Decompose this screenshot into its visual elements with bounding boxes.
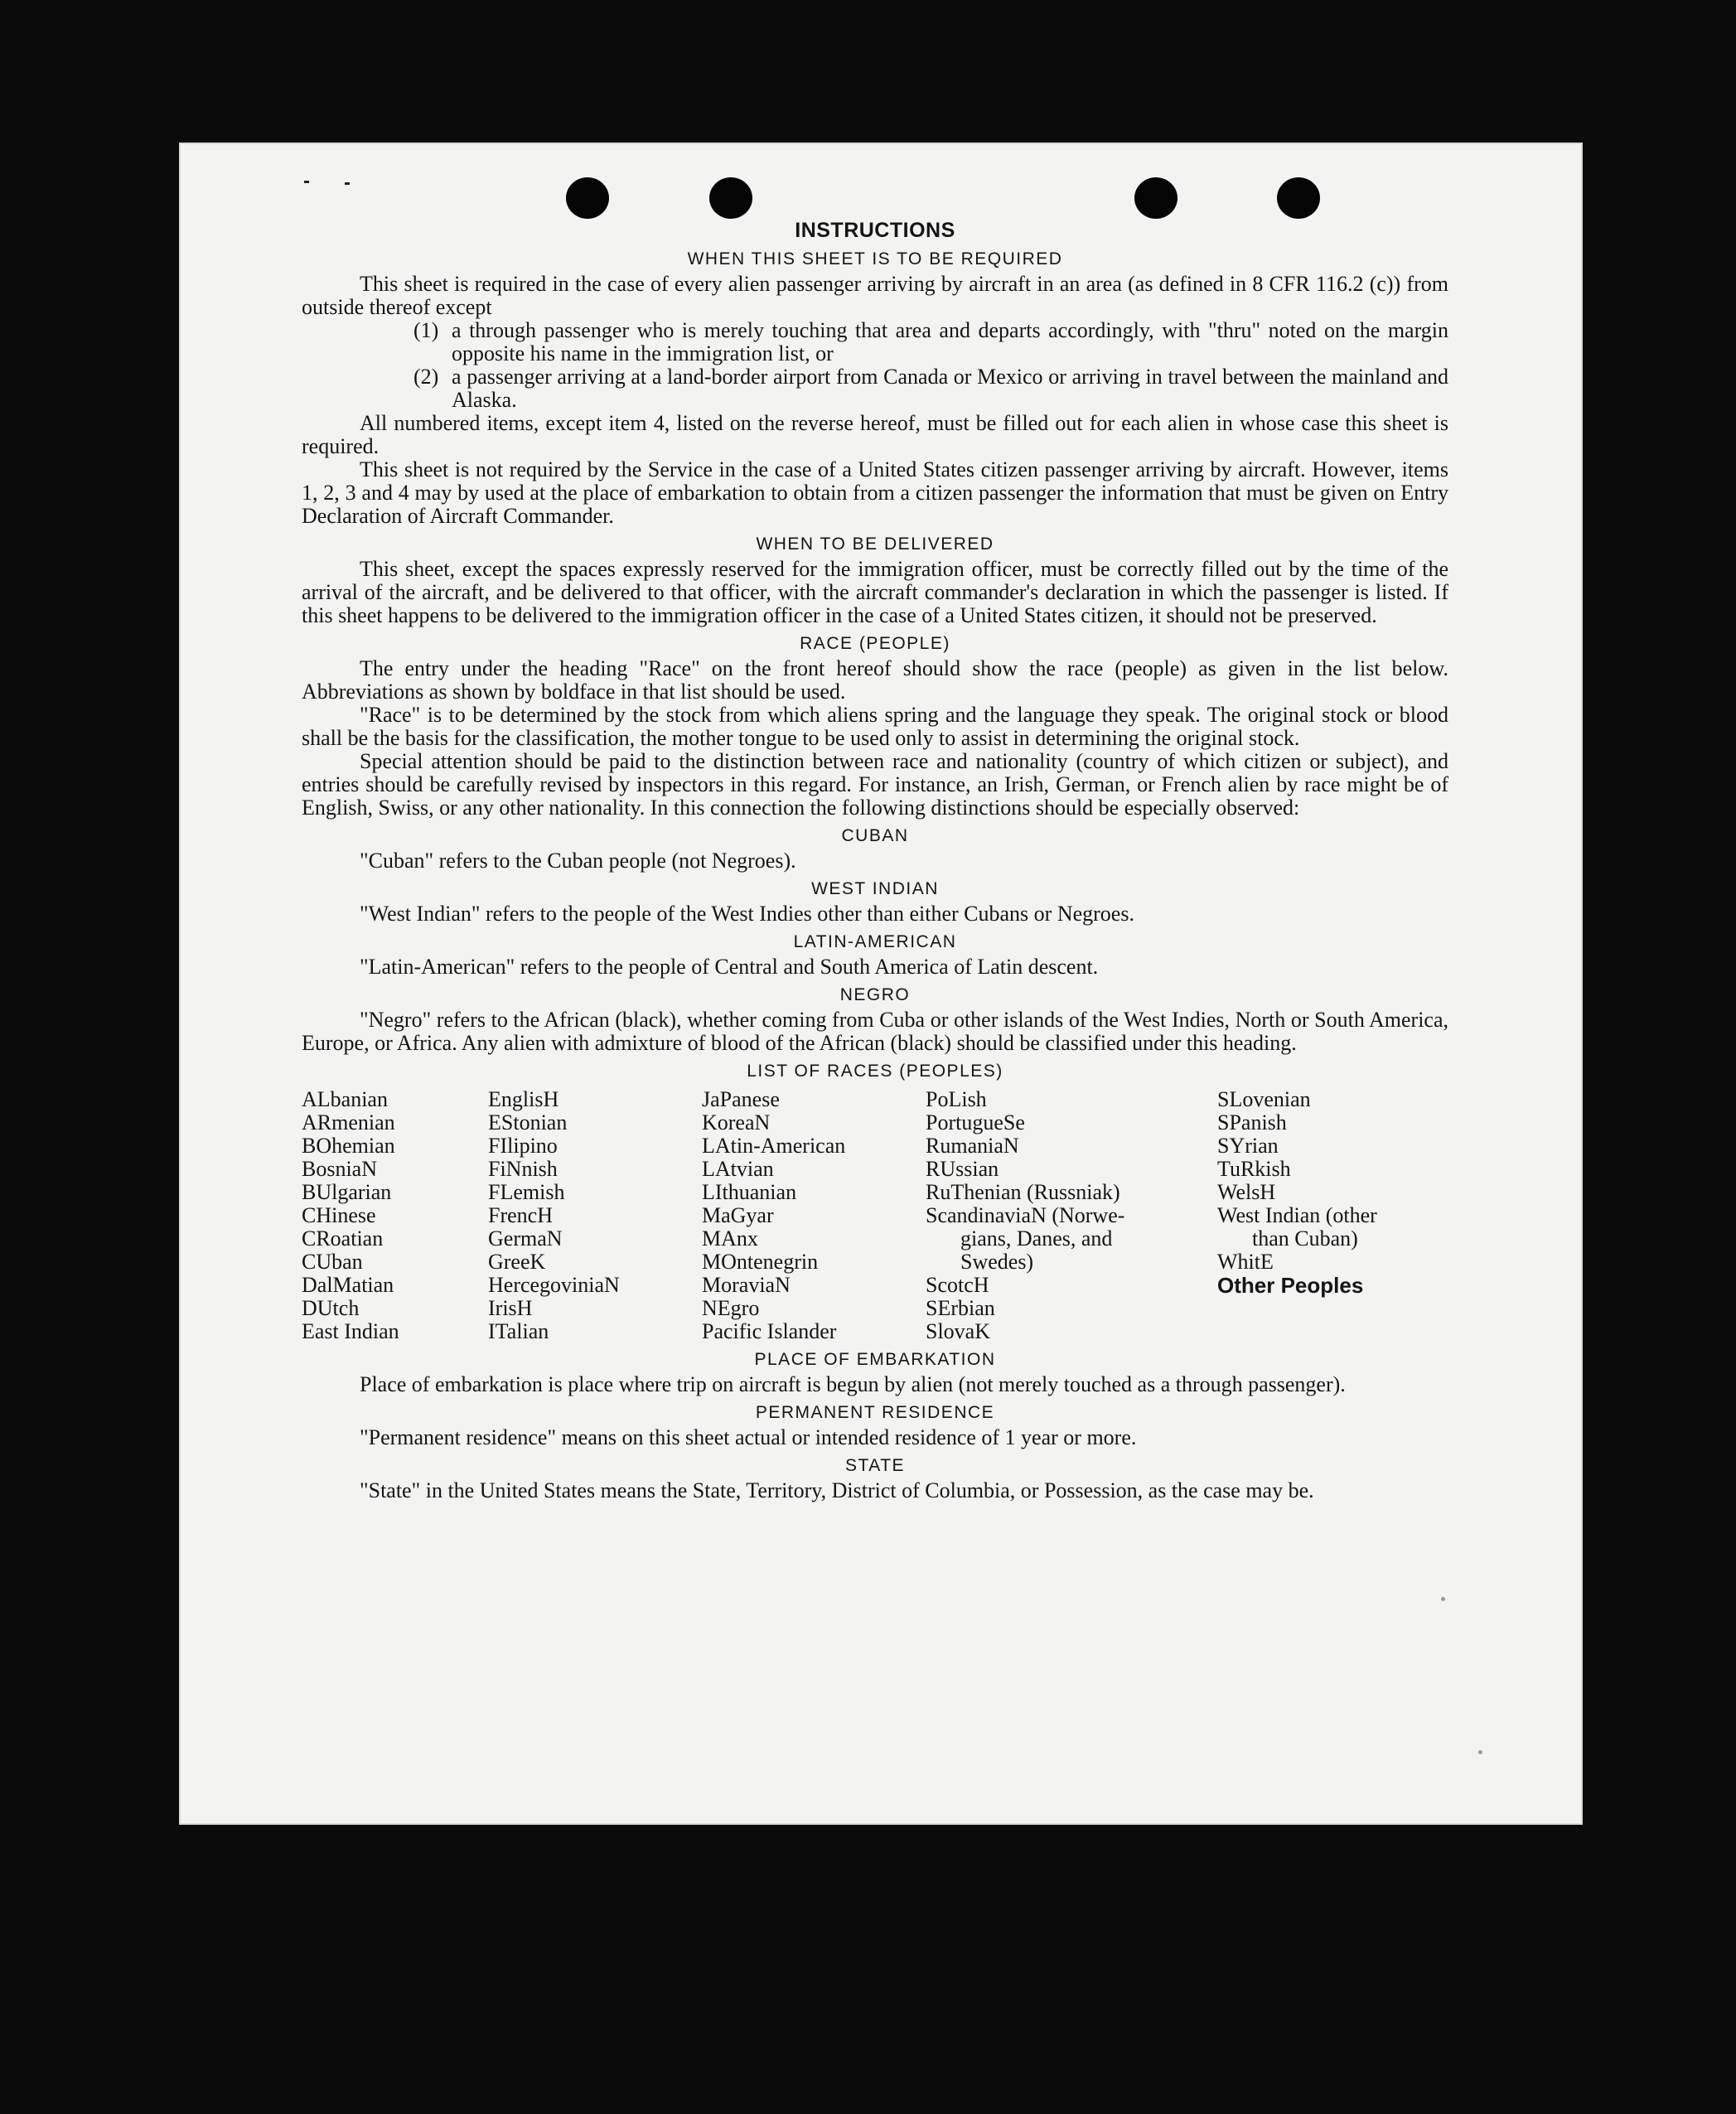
race-paragraph-3: Special attention should be paid to the distinction between race and nationality (country of which citizen or subject), and entries should be carefully revised by inspectors in this regard. For instance, an Irish, German, or French alien by race might be of English, Swiss, or any other nationality. In this connection the following distinctions should be especially observed:	[302, 749, 1448, 820]
citizen-paragraph: This sheet is not required by the Service in the case of a United States citizen passenger arriving by aircraft. However, items 1, 2, 3 and 4 may by used at the place of embarkation to obtain from a citizen passenger the information that must be given on Entry Declaration of Aircraft Commander.	[302, 457, 1448, 528]
race-entry-continued: gians, Danes, and	[960, 1226, 1113, 1251]
section-heading-residence: PERMANENT RESIDENCE	[755, 1403, 995, 1422]
race-entry: FrencH	[488, 1203, 553, 1227]
races-column-2	[488, 1088, 702, 1343]
race-entry: RUssian	[926, 1157, 999, 1181]
race-entry: MaGyar	[702, 1203, 774, 1227]
race-entry: PortugueSe	[926, 1110, 1025, 1134]
race-entry: EStonian	[488, 1110, 568, 1134]
race-entry: Pacific Islander	[702, 1319, 837, 1343]
race-entry: SErbian	[926, 1296, 995, 1320]
races-column-5	[1217, 1088, 1448, 1343]
race-entry: DalMatian	[302, 1273, 394, 1297]
section-heading-race: RACE (PEOPLE)	[800, 634, 950, 653]
section-heading-negro: NEGRO	[839, 985, 911, 1004]
section-heading-cuban: CUBAN	[841, 826, 909, 845]
race-entry-continued: Swedes)	[960, 1250, 1034, 1274]
item-text: a through passenger who is merely touching that area and departs accordingly, with "thru" noted on the margin opposite his name in the immigration list, or	[452, 318, 1448, 365]
punch-hole	[1134, 177, 1177, 219]
section-heading-west-indian: WEST INDIAN	[811, 879, 939, 898]
punch-hole	[566, 177, 609, 219]
section-heading-races-list: LIST OF RACES (PEOPLES)	[747, 1062, 1003, 1081]
dust-mark	[1478, 1750, 1482, 1754]
section-heading-embarkation: PLACE OF EMBARKATION	[754, 1350, 996, 1369]
race-entry: PoLish	[926, 1087, 987, 1111]
race-entry: BosniaN	[302, 1157, 377, 1181]
instructions-text	[302, 219, 1448, 1502]
numbered-items-paragraph: All numbered items, except item 4, listed on the reverse hereof, must be filled out for each alien in whose case this sheet is required.	[302, 411, 1448, 458]
race-entry: ITalian	[488, 1319, 549, 1343]
item-number: (1)	[413, 318, 439, 342]
race-entry-other-peoples: Other Peoples	[1217, 1273, 1364, 1298]
races-column-1	[302, 1088, 488, 1343]
race-entry: IrisH	[488, 1296, 533, 1320]
race-entry: SYrian	[1217, 1134, 1279, 1158]
race-entry: ARmenian	[302, 1110, 395, 1134]
race-entry: DUtch	[302, 1296, 360, 1320]
dust-mark	[304, 181, 309, 183]
race-entry: MAnx	[702, 1226, 758, 1251]
race-entry: West Indian (other	[1217, 1203, 1377, 1227]
race-entry: ScandinaviaN (Norwe-	[926, 1203, 1125, 1227]
page-title: INSTRUCTIONS	[795, 219, 955, 242]
race-paragraph-1: The entry under the heading "Race" on the front hereof should show the race (people) as given in the list below. Abbreviations as shown by boldface in that list should be used.	[302, 656, 1448, 704]
race-entry: SLovenian	[1217, 1087, 1311, 1111]
latin-american-definition: "Latin-American" refers to the people of Central and South America of Latin descent.	[360, 955, 1099, 979]
punch-hole	[1277, 177, 1320, 219]
race-entry-continued: than Cuban)	[1252, 1226, 1358, 1251]
race-entry: SlovaK	[926, 1319, 990, 1343]
race-paragraph-2: "Race" is to be determined by the stock from which aliens spring and the language they speak. The original stock or blood shall be the basis for the classification, the mother tongue to be used only to assist in determining the original stock.	[302, 703, 1448, 750]
race-entry: RumaniaN	[926, 1134, 1019, 1158]
race-entry: EnglisH	[488, 1087, 559, 1111]
race-entry: LAtvian	[702, 1157, 774, 1181]
dust-mark	[1441, 1597, 1445, 1601]
race-entry: CUban	[302, 1250, 363, 1274]
races-column-3	[702, 1088, 926, 1343]
race-entry: NEgro	[702, 1296, 760, 1320]
race-entry: FiNnish	[488, 1157, 558, 1181]
race-entry: SPanish	[1217, 1110, 1287, 1134]
race-entry: WhitE	[1217, 1250, 1274, 1274]
race-entry: CHinese	[302, 1203, 376, 1227]
race-entry: CRoatian	[302, 1226, 384, 1251]
race-entry: ALbanian	[302, 1087, 388, 1111]
embarkation-definition: Place of embarkation is place where trip on aircraft is begun by alien (not merely touched as a through passenger).	[360, 1372, 1346, 1396]
race-entry: ScotcH	[926, 1273, 989, 1297]
west-indian-definition: "West Indian" refers to the people of the West Indies other than either Cubans or Negroes.	[360, 902, 1134, 926]
race-entry: MOntenegrin	[702, 1250, 819, 1274]
section-heading-required: WHEN THIS SHEET IS TO BE REQUIRED	[687, 249, 1063, 268]
race-entry: FLemish	[488, 1180, 565, 1204]
race-entry: WelsH	[1217, 1180, 1276, 1204]
cuban-definition: "Cuban" refers to the Cuban people (not Negroes).	[360, 849, 796, 873]
item-number: (2)	[413, 365, 439, 389]
document-sheet	[179, 143, 1583, 1825]
race-entry: MoraviaN	[702, 1273, 791, 1297]
race-entry: RuThenian (Russniak)	[926, 1180, 1120, 1204]
section-heading-latin-american: LATIN-AMERICAN	[793, 932, 957, 951]
negro-definition: "Negro" refers to the African (black), whether coming from Cuba or other islands of the West Indies, North or South America, Europe, or Africa. Any alien with admixture of blood of the African (black) should be classified under this heading.	[302, 1008, 1448, 1055]
race-entry: HercegoviniaN	[488, 1273, 620, 1297]
dust-mark	[345, 182, 350, 185]
race-entry: LIthuanian	[702, 1180, 797, 1204]
race-entry: TuRkish	[1217, 1157, 1291, 1181]
race-entry: JaPanese	[702, 1087, 780, 1111]
state-definition: "State" in the United States means the State, Territory, District of Columbia, or Possession, as the case may be.	[360, 1478, 1314, 1502]
race-entry: BOhemian	[302, 1134, 395, 1158]
exception-item-1	[413, 319, 1448, 365]
required-intro: This sheet is required in the case of every alien passenger arriving by aircraft in an area (as defined in 8 CFR 116.2 (c)) from outside thereof except	[302, 272, 1448, 319]
residence-definition: "Permanent residence" means on this sheet actual or intended residence of 1 year or more.	[360, 1425, 1137, 1449]
delivered-paragraph: This sheet, except the spaces expressly reserved for the immigration officer, must be correctly filled out by the time of the arrival of the aircraft, and be delivered to that officer, with the aircraft commander's declaration in which the passenger is listed. If this sheet happens to be delivered to the immigration officer in the case of a United States citizen, it should not be preserved.	[302, 557, 1448, 627]
exception-item-2	[413, 365, 1448, 412]
punch-hole	[709, 177, 752, 219]
races-list	[302, 1088, 1448, 1343]
race-entry: LAtin-American	[702, 1134, 846, 1158]
race-entry: FIlipino	[488, 1134, 558, 1158]
item-text: a passenger arriving at a land-border airport from Canada or Mexico or arriving in travel between the mainland and Alaska.	[452, 365, 1448, 412]
section-heading-delivered: WHEN TO BE DELIVERED	[756, 535, 994, 554]
race-entry: BUlgarian	[302, 1180, 392, 1204]
race-entry: East Indian	[302, 1319, 399, 1343]
race-entry: KoreaN	[702, 1110, 771, 1134]
race-entry: GreeK	[488, 1250, 546, 1274]
race-entry: GermaN	[488, 1226, 563, 1251]
races-column-4	[926, 1088, 1217, 1343]
section-heading-state: STATE	[844, 1456, 906, 1475]
